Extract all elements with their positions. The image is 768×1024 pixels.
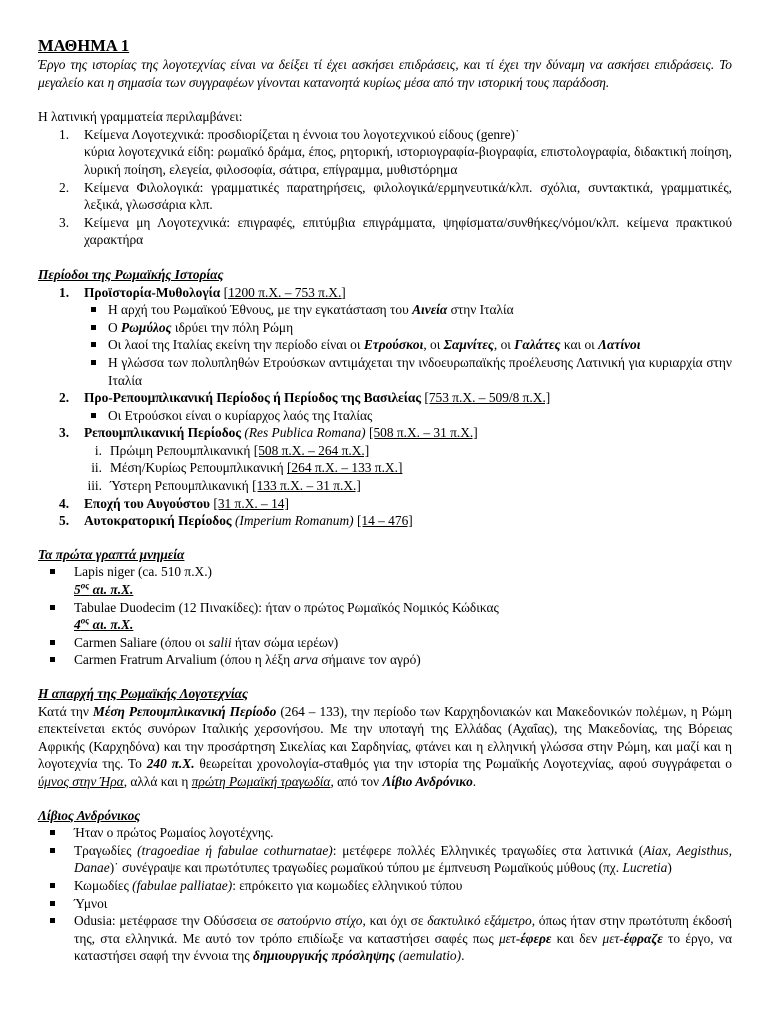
livius-item-3: Κωμωδίες (fabulae palliatae): επρόκειτο για κωμωδίες ελληνικού τύπου: [38, 877, 732, 895]
century-label: $4^{o\varsigma}$ αι. π.Χ.: [74, 615, 134, 633]
monument-1: Lapis niger (ca. 510 π.Χ.) $5^{o\varsigma}$ αι. π.Χ.: [38, 563, 732, 598]
monument-4: Carmen Fratrum Arvalium (όπου η λέξη arva σήμαινε τον αγρό): [38, 651, 732, 669]
periods-heading: Περίοδοι της Ρωμαϊκής Ιστορίας: [38, 266, 224, 282]
list-item-subtext: κύρια λογοτεχνικά είδη: ρωμαϊκό δράμα, έπος, ρητορική, ιστοριογραφία-βιογραφία, επιστολογραφία, διδακτική ποίηση, λυρική ποίηση, ελεγεία, φιλοσοφία, σάτιρα, επίγραμμα, μυθιστόρημα: [84, 144, 732, 177]
period-1-bullet-3: Οι λαοί της Ιταλίας εκείνη την περίοδο είναι οι Ετρούσκοι, οι Σαμνίτες, οι Γαλάτες και οι Λατίνοι: [38, 336, 732, 354]
periods-list-4: [38, 495, 732, 530]
latin-item-1: [38, 126, 732, 179]
beginning-heading: Η απαρχή της Ρωμαϊκής Λογοτεχνίας: [38, 686, 249, 701]
list-number: 4.: [59, 495, 70, 511]
list-item-text: Κείμενα μη Λογοτεχνικά: επιγραφές, επιτύμβια επιγράμματα, ψηφίσματα/συνθήκες/νόμοι/κλπ. κείμενα πρακτικού χαρακτήρα: [84, 214, 732, 248]
list-number: 3.: [59, 425, 70, 441]
period-1-bullet-2: Ο Ρωμύλος ιδρύει την πόλη Ρώμη: [38, 319, 732, 337]
monuments-heading: Τα πρώτα γραπτά μνημεία: [38, 546, 185, 562]
period-name: Προ-Ρεπουμπλικανική Περίοδος ή Περίοδος της Βασιλείας: [84, 390, 422, 406]
period-date: [14 – 476]: [356, 513, 413, 529]
monuments-list: [38, 563, 732, 669]
period-5: [38, 512, 732, 530]
list-number: 2.: [59, 179, 70, 195]
period-name: Αυτοκρατορική Περίοδος: [84, 513, 232, 529]
livius-item-2: Τραγωδίες (tragoediae ή fabulae cothurnatae): μετέφερε πολλές Ελληνικές τραγωδίες στα λατινικά (Aiax, Aegisthus, Danae)˙ συνέγραψε και πρωτότυπες τραγωδίες ρωμαϊκού τύπου με έμπνευση Ρωμαϊκούς μύθους (πχ. Lucretia): [38, 842, 732, 877]
livius-item-4: Ύμνοι: [38, 895, 732, 913]
period-date: [508 π.Χ. – 31 π.Χ.]: [368, 425, 478, 441]
list-number: 5.: [59, 513, 70, 529]
period-3-sub-3: iii. Ύστερη Ρεπουμπλικανική [133 π.Χ. – 31 π.Χ.]: [87, 478, 361, 494]
monument-3: Carmen Saliare (όπου οι salii ήταν σώμα ιερέων): [38, 634, 732, 652]
period-name: Ρεπουμπλικανική Περίοδος: [84, 425, 242, 441]
beginning-paragraph: Κατά την Μέση Ρεπουμπλικανική Περίοδο (264 – 133), την περίοδο των Καρχηδονιακών και Μακεδονικών πολέμων, η Ρώμη επεκτείνεται εκτός συνόρων Ιταλικής χερσονήσου. Με την υποταγή της Ελλάδας (Αχαΐας), της Μακεδονίας, της Βόρειας Αφρικής (Καρχηδόνα) και την προσάρτηση Σικελίας και Σαρδηνίας, φτάνει και η ελληνική γλώσσα στην Ρώμη, και μαζί και η λογοτεχνία της. Το 240 π.Χ. θεωρείται χρονολογία-σταθμός για την ιστορία της Ρωμαϊκής Λογοτεχνίας, αφού συγγράφεται ο ύμνος στην Ήρα, αλλά και η πρώτη Ρωμαϊκή τραγωδία, από τον Λίβιο Ανδρόνικο.: [38, 703, 733, 789]
list-number: 3.: [59, 214, 70, 230]
intro-paragraph: Έργο της ιστορίας της λογοτεχνίας είναι να δείξει τί έχει ασκήσει επιδράσεις, και τί έχει την δύναμη να ασκήσει επιδράσεις. Το μεγαλείο και η σημασία των συγγραφέων γίνονται κατανοητά κυρίως μέσα από την ιστορική τους παράδοση.: [38, 57, 732, 90]
period-latin: (Imperium Romanum): [234, 513, 354, 529]
period-date: [31 π.Χ. – 14]: [213, 495, 289, 511]
document-page: [38, 36, 732, 965]
periods-list-2: [38, 389, 732, 407]
list-number: 1.: [59, 126, 70, 142]
period-name: Προϊστορία-Μυθολογία: [84, 284, 221, 300]
livius-item-5: Odusia: μετέφρασε την Οδύσσεια σε σατούρνιο στίχο, και όχι σε δακτυλικό εξάμετρο, όπως ήταν στην πρωτότυπη έκδοσή της, στα ελληνικά. Με αυτό τον τρόπο επιδίωξε να καταστήσει σαφές πως μετ-έφερε και δεν μετ-έφραζε το έργο, να καταστήσει σαφή την έννοια της δημιουργικής πρόσληψης (aemulatio).: [38, 912, 732, 965]
period-date: [753 π.Χ. – 509/8 π.Χ.]: [424, 390, 551, 406]
period-1-bullet-4: Η γλώσσα των πολυπληθών Ετρούσκων αντιμάχεται την ινδοευρωπαϊκής προέλευσης Λατινική για κυριαρχία στην Ιταλία: [38, 354, 732, 389]
periods-list: [38, 284, 732, 302]
livius-item-1: Ήταν ο πρώτος Ρωμαίος λογοτέχνης.: [38, 824, 732, 842]
period-3-sublist: [38, 442, 732, 495]
period-1-bullet-1: Η αρχή του Ρωμαϊκού Έθνους, με την εγκατάσταση του Αινεία στην Ιταλία: [38, 301, 732, 319]
period-2-bullet: Οι Ετρούσκοι είναι ο κυρίαρχος λαός της Ιταλίας: [38, 407, 732, 425]
livius-list: [38, 824, 732, 965]
period-3-sub-2: ii. Μέση/Κυρίως Ρεπουμπλικανική [264 π.Χ. – 133 π.Χ.]: [91, 460, 403, 476]
period-latin: (Res Publica Romana): [244, 425, 366, 441]
list-number: 2.: [59, 390, 70, 406]
period-date: [1200 π.Χ. – 753 π.Χ.]: [223, 284, 346, 300]
periods-list-3: [38, 424, 732, 442]
period-name: Εποχή του Αυγούστου: [84, 495, 210, 511]
livius-heading: Λίβιος Ανδρόνικος: [38, 807, 141, 823]
century-label: $5^{o\varsigma}$ αι. π.Χ.: [74, 580, 134, 598]
period-1: [38, 284, 732, 302]
latin-list: [38, 126, 732, 249]
list-item-text: Κείμενα Φιλολογικά: γραμματικές παρατηρήσεις, φιλολογικά/ερμηνευτικά/κλπ. σχόλια, συντακτικά, γραμματικές, λεξικά, γλωσσάρια κλπ.: [84, 179, 732, 213]
latin-item-2: [38, 179, 732, 214]
period-2: [38, 389, 732, 407]
monument-2: Tabulae Duodecim (12 Πινακίδες): ήταν ο πρώτος Ρωμαϊκός Νομικός Κώδικας $4^{o\varsigma}$ αι. π.Χ.: [38, 599, 732, 634]
page-title: ΜΑΘΗΜΑ 1: [38, 36, 130, 55]
latin-item-3: [38, 214, 732, 249]
latin-lead: Η λατινική γραμματεία περιλαμβάνει:: [38, 109, 243, 125]
list-item-text: Κείμενα Λογοτεχνικά: προσδιορίζεται η έννοια του λογοτεχνικού είδους (genre)˙: [84, 126, 520, 142]
period-3-sub-1: i. Πρώιμη Ρεπουμπλικανική [508 π.Χ. – 264 π.Χ.]: [94, 442, 370, 458]
period-4: [38, 495, 732, 513]
period-3: [38, 424, 732, 442]
list-number: 1.: [59, 284, 70, 300]
